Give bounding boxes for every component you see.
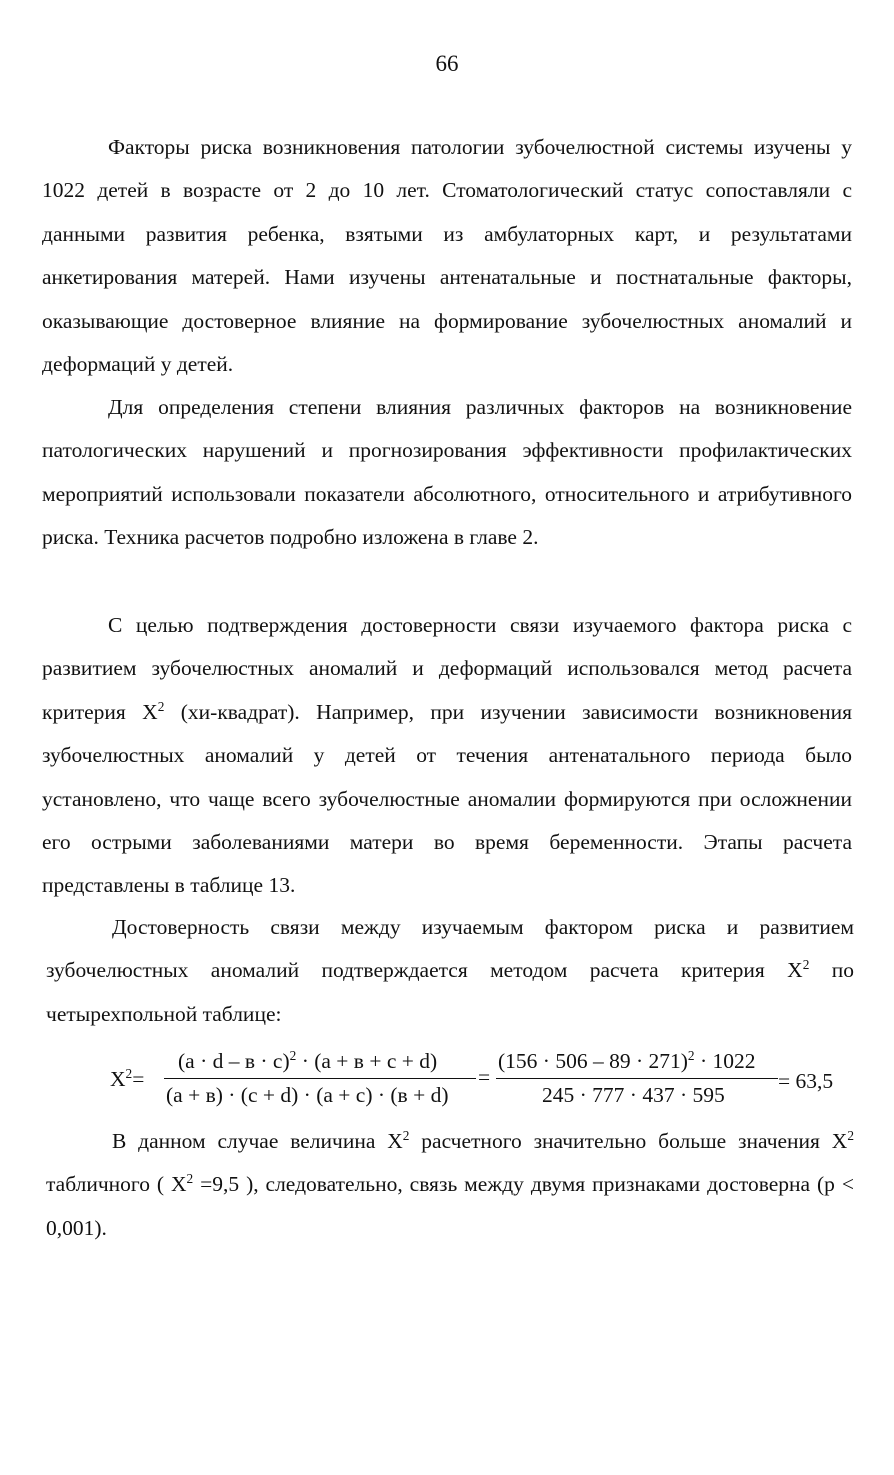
paragraph-text: (хи-квадрат). Например, при изучении зависимости возникновения зубочелюстных аномалий у детей от течения антенатального периода было установлено, что чаще всего зубочелюстные аномалии формируются при осложнении его острыми заболеваниями матери во время беременности. Этапы расчета представлены в таблице 13. bbox=[42, 699, 852, 898]
chi-symbol: X bbox=[110, 1067, 126, 1091]
chi-symbol: X bbox=[787, 958, 803, 983]
chi-symbol: X bbox=[387, 1129, 403, 1153]
equals-sign: = bbox=[132, 1067, 145, 1091]
chi-exponent: 2 bbox=[186, 1171, 194, 1187]
paragraph-text: расчетного значительно больше значения bbox=[409, 1129, 832, 1153]
chi-exponent: 2 bbox=[157, 698, 165, 714]
page-number: 66 bbox=[435, 51, 459, 76]
chi-exponent: 2 bbox=[125, 1066, 133, 1082]
formula-result: = 63,5 bbox=[778, 1069, 834, 1093]
paragraph-text: В данном случае величина bbox=[112, 1129, 388, 1153]
chi-square-formula bbox=[110, 1038, 850, 1118]
chi-exponent: 2 bbox=[802, 957, 810, 973]
formula-lhs bbox=[110, 1066, 144, 1092]
fraction2-bar bbox=[496, 1078, 778, 1079]
chi-symbol: X bbox=[831, 1129, 848, 1153]
paragraph-four-field-table bbox=[46, 906, 854, 1036]
fraction2-numerator: $(156 \cdot 506 - 89 \cdot 271)^2 \cdot 1022$ bbox=[498, 1048, 756, 1073]
chi-symbol: X bbox=[142, 699, 158, 724]
paragraph-chi-square-method bbox=[42, 604, 852, 908]
paragraph-text: С целью подтверждения достоверности связи изучаемого фактора риска с развитием зубочелюстных аномалий и деформаций использовался метод расчета критерия bbox=[42, 613, 852, 724]
fraction2-denominator: 245 · 777 · 437 · 595 bbox=[542, 1083, 725, 1107]
chi-exponent: 2 bbox=[847, 1128, 854, 1144]
fraction1-denominator: (a + в) · (c + d) · (a + c) · (в + d) bbox=[166, 1083, 449, 1107]
fraction1-numerator: $(a \cdot d - в \cdot c)^2 \cdot (a + в + c + d)$ bbox=[178, 1048, 438, 1073]
chi-exponent: 2 bbox=[402, 1128, 410, 1144]
paragraph-conclusion bbox=[46, 1120, 854, 1250]
paragraph-text: Достоверность связи между изучаемым фактором риска и развитием зубочелюстных аномалий подтверждается методом расчета критерия bbox=[46, 915, 854, 983]
paragraph-risk-factors: Факторы риска возникновения патологии зубочелюстной системы изучены у 1022 детей в возрасте от 2 до 10 лет. Стоматологический статус сопоставляли с данными развития ребенка, взятыми из амбулаторных карт, и результатами анкетирования матерей. Нами изучены антенатальные и постнатальные факторы, оказывающие достоверное влияние на формирование зубочелюстных аномалий и деформаций у детей. bbox=[42, 135, 852, 377]
paragraph-text: по четырехпольной таблице: bbox=[46, 958, 854, 1026]
paragraph-text: =9,5 ), следовательно, связь между двумя признаками достоверна (p < 0,001). bbox=[46, 1172, 854, 1240]
paragraph-risk-indicators: Для определения степени влияния различных факторов на возникновение патологических нарушений и прогнозирования эффективности профилактических мероприятий использовали показатели абсолютного, относительного и атрибутивного риска. Техника расчетов подробно изложена в главе 2. bbox=[42, 395, 852, 550]
fraction1-bar bbox=[164, 1078, 476, 1079]
equals-sign: = bbox=[478, 1065, 491, 1089]
chi-symbol: X bbox=[170, 1172, 187, 1197]
paragraph-text: табличного ( bbox=[46, 1172, 171, 1197]
